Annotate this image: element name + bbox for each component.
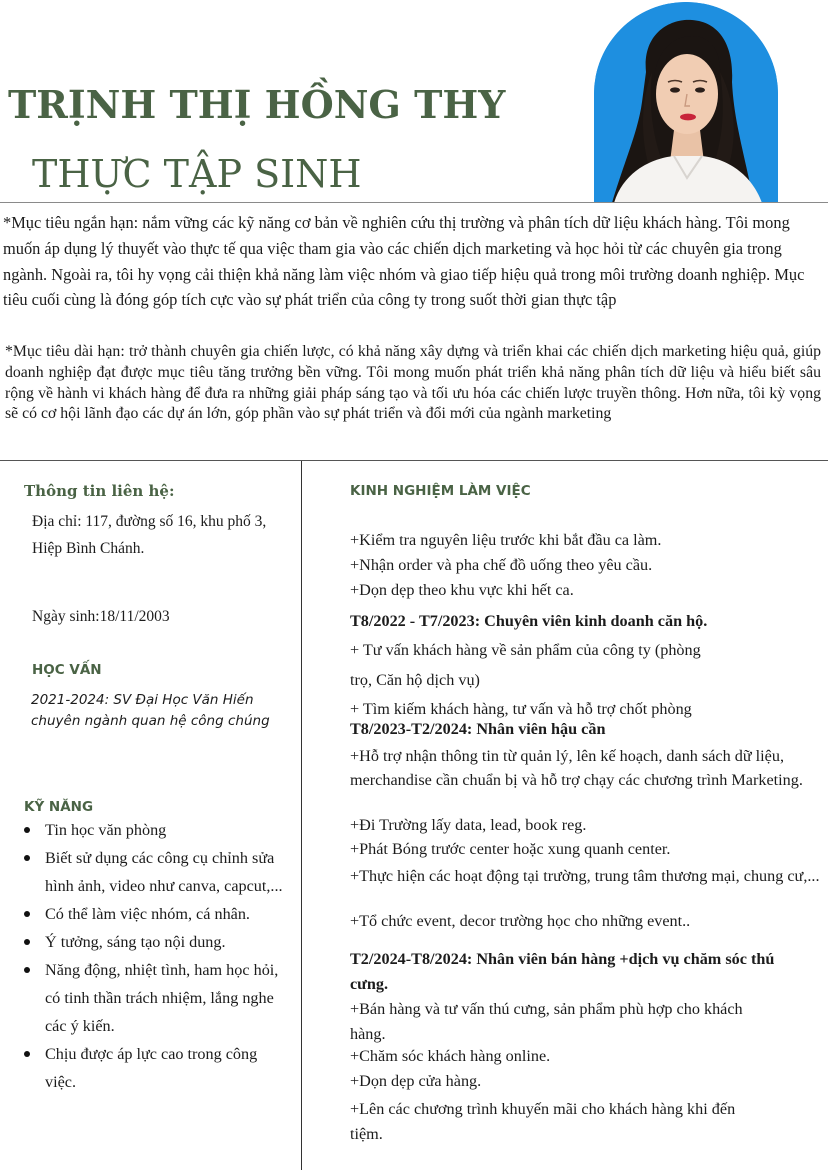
job-title: THỰC TẬP SINH [32, 152, 362, 196]
job2-duty: +Hỗ trợ nhận thông tin từ quản lý, lên kế hoạch, danh sách dữ liệu, merchandise cần chuẩn bị và hỗ trợ chạy các chương trình Marketing. [350, 747, 803, 789]
bullet-icon [24, 1051, 30, 1057]
skills-heading: KỸ NĂNG [24, 799, 94, 815]
column-divider [301, 461, 302, 1170]
skill-text: Ý tưởng, sáng tạo nội dung. [45, 933, 226, 951]
bullet-icon [24, 827, 30, 833]
skill-item [20, 956, 285, 1040]
bullet-icon [24, 939, 30, 945]
skill-item [20, 816, 285, 844]
bullet-icon [24, 911, 30, 917]
job2-duty: +Phát Bóng trước center hoặc xung quanh center. [350, 840, 671, 858]
job2-duty: +Đi Trường lấy data, lead, book reg. [350, 816, 587, 834]
header-divider [0, 202, 828, 203]
job2-duty: +Tổ chức event, decor trường học cho những event.. [350, 912, 691, 930]
intro-duty: +Kiểm tra nguyên liệu trước khi bắt đầu ca làm. [350, 531, 662, 549]
short-term-objective: *Mục tiêu ngắn hạn: nắm vững các kỹ năng cơ bản về nghiên cứu thị trường và phân tích dữ liệu khách hàng. Tôi mong muốn áp dụng lý thuyết vào thực tế qua việc tham gia vào các chiến dịch marketing và học hỏi từ các chuyên gia trong ngành. Ngoài ra, tôi hy vọng cải thiện khả năng làm việc nhóm và giao tiếp hiệu quả trong môi trường doanh nghiệp. Mục tiêu cuối cùng là đóng góp tích cực vào sự phát triển của công ty trong suốt thời gian thực tập [3, 213, 805, 310]
skill-text: Biết sử dụng các công cụ chỉnh sửa hình ảnh, video như canva, capcut,... [45, 849, 283, 895]
job3-duty: +Bán hàng và tư vấn thú cưng, sản phẩm phù hợp cho khách hàng. [350, 1000, 743, 1043]
profile-photo [594, 2, 778, 203]
portrait-illustration [594, 2, 778, 203]
skill-item [20, 1040, 285, 1096]
job1-duty: trọ, Căn hộ dịch vụ) [350, 671, 480, 689]
skill-item [20, 900, 285, 928]
education-text: 2021-2024: SV Đại Học Văn Hiến chuyên ngành quan hệ công chúng [31, 692, 270, 729]
job3-duty: +Lên các chương trình khuyến mãi cho khách hàng khi đến tiệm. [350, 1100, 736, 1143]
skill-text: Chịu được áp lực cao trong công việc. [45, 1045, 258, 1091]
contact-address: Địa chỉ: 117, đường số 16, khu phố 3, Hiệp Bình Chánh. [32, 513, 267, 557]
job2-title: T8/2023-T2/2024: Nhân viên hậu cần [350, 720, 606, 738]
education-heading: HỌC VẤN [32, 662, 102, 678]
skill-text: Có thể làm việc nhóm, cá nhân. [45, 905, 250, 923]
skill-item [20, 928, 285, 956]
job1-duty: + Tư vấn khách hàng về sản phẩm của công ty (phòng [350, 641, 701, 659]
contact-heading: Thông tin liên hệ: [24, 482, 175, 500]
job3-duty: +Chăm sóc khách hàng online. [350, 1047, 551, 1065]
intro-duty: +Dọn dẹp theo khu vực khi hết ca. [350, 581, 574, 599]
contact-dob: Ngày sinh:18/11/2003 [32, 608, 170, 625]
candidate-name: TRỊNH THỊ HỒNG THY [8, 82, 506, 127]
experience-heading: KINH NGHIỆM LÀM VIỆC [350, 483, 531, 499]
bullet-icon [24, 855, 30, 861]
long-term-objective: *Mục tiêu dài hạn: trở thành chuyên gia chiến lược, có khả năng xây dựng và triển khai các chiến dịch marketing hiệu quả, giúp doanh nghiệp đạt được mục tiêu tăng trưởng bền vững. Tôi mong muốn phát triển khả năng phân tích dữ liệu và hiểu biết sâu rộng về hành vi khách hàng để đưa ra những giải pháp sáng tạo và tối ưu hóa các chiến lược truyền thông. Hơn nữa, tôi kỳ vọng sẽ có cơ hội lãnh đạo các dự án lớn, góp phần vào sự phát triển và đổi mới của ngành marketing [5, 343, 821, 423]
skill-text: Tin học văn phòng [45, 821, 167, 839]
bullet-icon [24, 967, 30, 973]
job3-duty: +Dọn dẹp cửa hàng. [350, 1072, 482, 1090]
job1-duty: + Tìm kiếm khách hàng, tư vấn và hỗ trợ chốt phòng [350, 700, 692, 718]
section-divider [0, 460, 828, 461]
job3-title: T2/2024-T8/2024: Nhân viên bán hàng +dịch vụ chăm sóc thú cưng. [350, 950, 775, 993]
skill-text: Năng động, nhiệt tình, ham học hỏi, có tinh thần trách nhiệm, lắng nghe các ý kiến. [45, 961, 279, 1035]
job2-duty: +Thực hiện các hoạt động tại trường, trung tâm thương mại, chung cư,... [350, 867, 820, 885]
skills-list [20, 816, 285, 1096]
intro-duty: +Nhận order và pha chế đồ uống theo yêu cầu. [350, 556, 653, 574]
skill-item [20, 844, 285, 900]
job1-title: T8/2022 - T7/2023: Chuyên viên kinh doanh căn hộ. [350, 612, 708, 630]
